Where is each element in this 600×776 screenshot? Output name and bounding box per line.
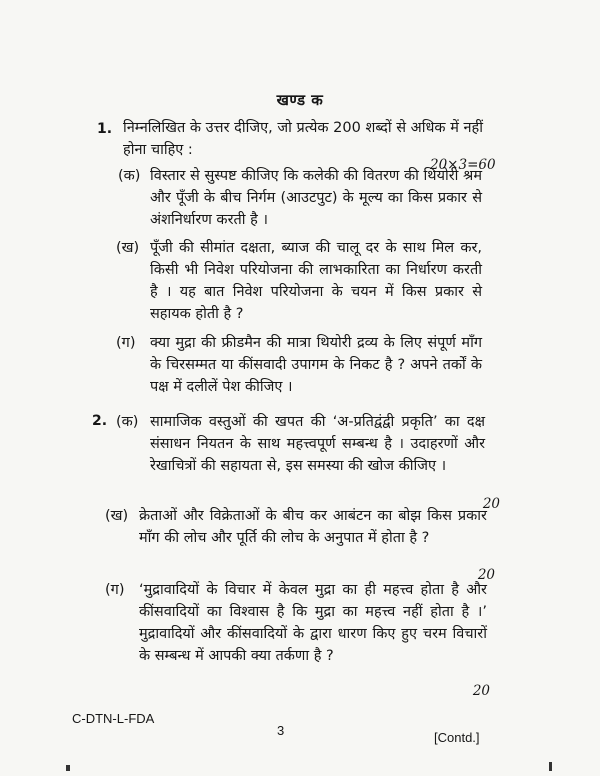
q2-part-a-text: सामाजिक वस्तुओं की खपत की ‘अ-प्रतिद्वंद्वी प्रकृति’ का दक्ष संसाधन नियतन के साथ महत्त्वपूर्ण सम्बन्ध है । उदाहरणों और रेखाचित्रों की सहायता से, इस समस्या की खोज कीजिए । — [150, 414, 485, 474]
question-1-marks: 20×3=60 — [430, 157, 496, 173]
q2-part-c-marks: 20 — [472, 683, 490, 699]
q2-part-b-label: (ख) — [105, 508, 129, 524]
q1-part-a-text: विस्तार से सुस्पष्ट कीजिए कि कलेकी की वितरण की थियोरी श्रम और पूँजी के बीच निर्गम (आउटपुट) के मूल्य का किस प्रकार से अंशनिर्धारण करती है । — [150, 168, 482, 228]
question-2-number: 2. — [92, 413, 108, 429]
q2-part-a-label: (क) — [116, 414, 139, 430]
q1-part-c-text: क्या मुद्रा की फ्रीडमैन की मात्रा थियोरी द्रव्य के लिए संपूर्ण माँग के चिरसम्मत या कींसवादी उपागम के निकट है ? अपने तर्कों के पक्ष में दलीलें पेश कीजिए । — [150, 335, 482, 395]
q1-part-a-label: (क) — [118, 168, 141, 184]
paper-code: C-DTN-L-FDA — [72, 711, 155, 726]
page-number: 3 — [277, 723, 285, 738]
q1-part-b-label: (ख) — [116, 240, 140, 256]
q1-part-c-label: (ग) — [116, 335, 136, 351]
q2-part-a-marks: 20 — [482, 496, 500, 512]
q2-part-c-label: (ग) — [105, 582, 125, 598]
scan-speck — [66, 765, 70, 771]
q2-part-c-text: ‘मुद्रावादियों के विचार में केवल मुद्रा का ही महत्त्व होता है और कींसवादियों का विश्वास है कि मुद्रा का महत्त्व नहीं होता है ।’ मुद्रावादियों और कींसवादियों के द्वारा धारण किए हुए चरम विचारों के सम्बन्ध में आपकी क्या तर्कणा है ? — [139, 582, 487, 664]
q1-part-b-text: पूँजी की सीमांत दक्षता, ब्याज की चालू दर के साथ मिल कर, किसी भी निवेश परियोजना की लाभकारिता का निर्धारण करती है । यह बात निवेश परियोजना के चयन में किस प्रकार से सहायक होती है ? — [150, 240, 482, 322]
q2-part-b-marks: 20 — [477, 567, 495, 583]
scan-speck — [549, 762, 552, 771]
q2-part-b-text: क्रेताओं और विक्रेताओं के बीच कर आबंटन का बोझ किस प्रकार माँग की लोच और पूर्ति की लोच के अनुपात में होता है ? — [139, 508, 487, 546]
continued-label: [Contd.] — [434, 730, 480, 745]
section-title: खण्ड क — [276, 91, 324, 109]
question-1-intro: निम्नलिखित के उत्तर दीजिए, जो प्रत्येक 200 शब्दों से अधिक में नहीं होना चाहिए : — [123, 120, 483, 158]
question-1-number: 1. — [97, 121, 113, 137]
